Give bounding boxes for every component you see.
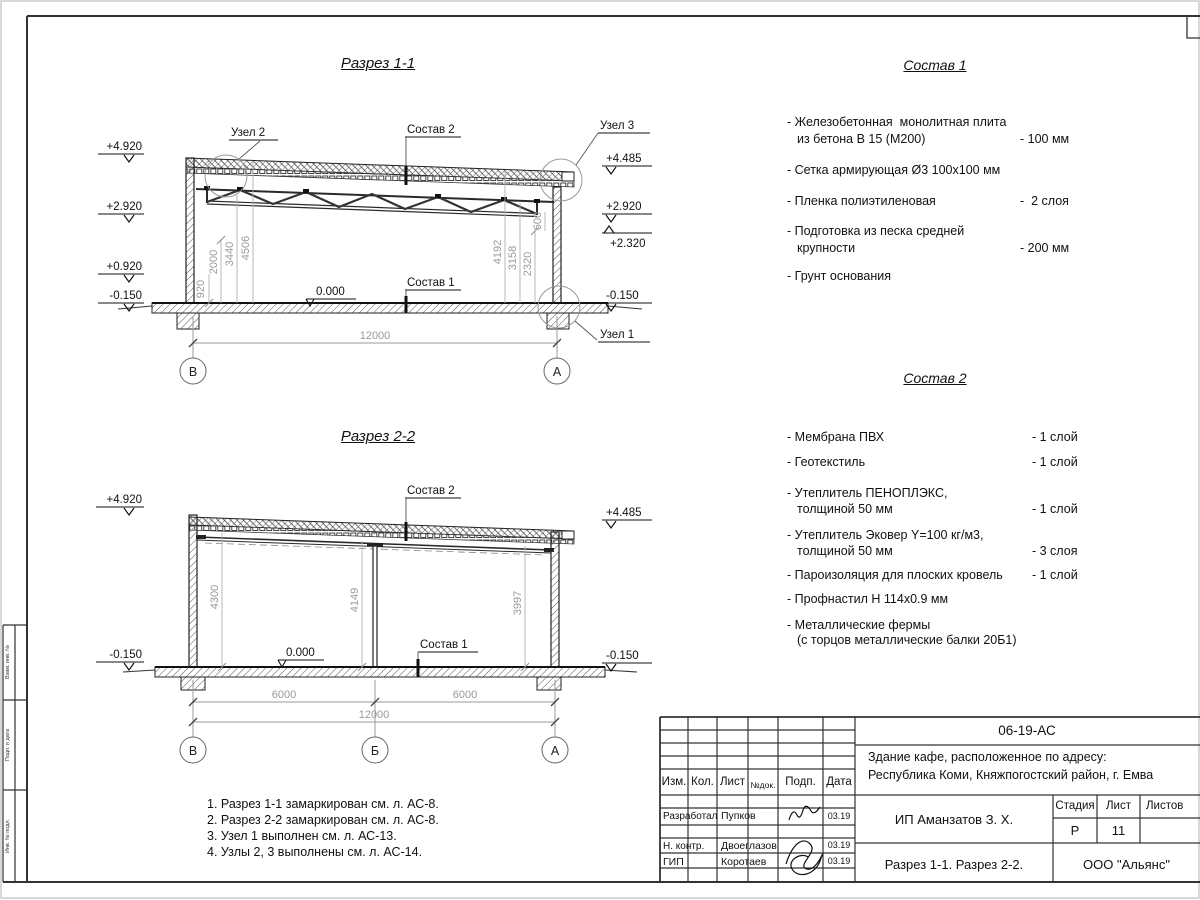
floor-slab bbox=[152, 303, 608, 313]
grade-line bbox=[123, 670, 155, 672]
list-item: - Сетка армирующая Ø3 100x100 мм bbox=[787, 163, 1001, 177]
list-item: - Мембрана ПВХ bbox=[787, 430, 885, 444]
list-item: толщиной 50 мм bbox=[797, 502, 893, 516]
dim-text: 2000 bbox=[208, 249, 220, 275]
elevation-marks-right bbox=[602, 153, 652, 311]
stage-label: Стадия bbox=[1055, 800, 1095, 812]
sheet-title: Разрез 1-1. Разрез 2-2. bbox=[884, 857, 1024, 872]
side-stamp-label: Взам. инв. № bbox=[5, 644, 11, 680]
sheet-value: 11 bbox=[1111, 823, 1126, 838]
elevation-text: +2.920 bbox=[606, 201, 642, 213]
roof-edge-cap bbox=[562, 531, 574, 539]
list-item: (с торцов металлические балки 20Б1) bbox=[797, 633, 1017, 647]
dim-text-total: 12000 bbox=[358, 709, 390, 721]
column-axis-b bbox=[373, 546, 377, 667]
list-item-value: - 2 слоя bbox=[1020, 194, 1069, 208]
elevation-text: +4.920 bbox=[106, 494, 142, 506]
list-item-value: - 1 слой bbox=[1032, 568, 1078, 582]
section-2-2-drawing bbox=[96, 485, 652, 763]
dim-text: 4506 bbox=[240, 235, 252, 261]
section-1-1-title: Разрез 1-1 bbox=[340, 55, 416, 72]
list-item-value: - 1 слой bbox=[1032, 455, 1078, 469]
callout-uzel3: Узел 3 bbox=[600, 120, 635, 132]
axis-letter: Б bbox=[370, 744, 380, 758]
row-name: Коротаев bbox=[721, 856, 767, 868]
callout-sostav1: Состав 1 bbox=[420, 639, 468, 651]
project-name-line1: Здание кафе, расположенное по адресу: bbox=[868, 750, 1107, 764]
elevation-text: +0.920 bbox=[106, 261, 142, 273]
dim-text-span: 6000 bbox=[452, 689, 478, 701]
col-header-izm: Изм. bbox=[661, 776, 687, 788]
grade-line bbox=[118, 306, 152, 309]
axis-letter: В bbox=[188, 744, 198, 758]
elevation-marks-left bbox=[98, 141, 144, 311]
zero-level-text: 0.000 bbox=[286, 647, 315, 659]
row-role: ГИП bbox=[663, 856, 684, 868]
dim-text: 3158 bbox=[507, 245, 519, 271]
elevation-text: -0.150 bbox=[606, 290, 639, 302]
zero-level-text: 0.000 bbox=[316, 286, 345, 298]
elevation-text: +2.920 bbox=[106, 201, 142, 213]
callout-uzel2: Узел 2 bbox=[231, 127, 266, 139]
elevation-text: +4.485 bbox=[606, 507, 642, 519]
column-axis-v bbox=[186, 158, 194, 303]
dim-text-span: 6000 bbox=[271, 689, 297, 701]
dim-text: 3440 bbox=[224, 241, 236, 267]
list-item: толщиной 50 мм bbox=[797, 544, 893, 558]
roof-edge-cap bbox=[562, 172, 574, 181]
corner-doc-box bbox=[1187, 16, 1200, 38]
elevation-text: -0.150 bbox=[109, 649, 142, 661]
list-item: - Профнастил Н 114x0.9 мм bbox=[787, 592, 949, 606]
stage-value: Р bbox=[1070, 823, 1080, 838]
callout-sostav1: Состав 1 bbox=[407, 277, 455, 289]
row-role: Разработал bbox=[663, 811, 718, 822]
column-axis-a bbox=[551, 532, 559, 667]
list-item: - Подготовка из песка средней bbox=[787, 224, 965, 238]
inner-dim-lines-right bbox=[505, 171, 545, 303]
foundation-block bbox=[537, 677, 561, 690]
elevation-text: +4.920 bbox=[106, 141, 142, 153]
foundation-block bbox=[177, 313, 199, 329]
col-header-podp: Подп. bbox=[785, 776, 816, 788]
elevation-text: +4.485 bbox=[606, 153, 642, 165]
col-header-ndok: №док. bbox=[750, 780, 776, 790]
col-header-data: Дата bbox=[826, 776, 852, 788]
dim-text: 4149 bbox=[349, 587, 361, 613]
dim-text: 2320 bbox=[522, 251, 534, 277]
list-item: из бетона В 15 (М200) bbox=[797, 132, 926, 146]
axis-letter: А bbox=[552, 365, 562, 379]
list-item-value: - 1 слой bbox=[1032, 430, 1078, 444]
sostav-2-title: Состав 2 bbox=[903, 370, 967, 386]
dim-text: 920 bbox=[195, 279, 207, 299]
row-date: 03.19 bbox=[827, 811, 851, 821]
row-name: Двоеглазов bbox=[721, 840, 777, 852]
list-item: - Пленка полиэтиленовая bbox=[787, 194, 936, 208]
client-name: ИП Аманзатов З. Х. bbox=[894, 812, 1014, 827]
section-2-2-title: Разрез 2-2 bbox=[340, 428, 416, 445]
callouts-section-2 bbox=[278, 485, 478, 677]
side-stamp-label: Подп. и дата bbox=[5, 728, 11, 762]
col-header-kol: Кол. bbox=[691, 776, 714, 788]
list-item: - Утеплитель ПЕНОПЛЭКС, bbox=[787, 486, 948, 500]
dim-text: 4192 bbox=[492, 239, 504, 265]
row-role: Н. контр. bbox=[663, 841, 705, 852]
list-item-value: - 200 мм bbox=[1020, 241, 1070, 255]
row-date: 03.19 bbox=[827, 856, 851, 866]
list-item-value: - 3 слоя bbox=[1032, 544, 1078, 558]
note-line: 3. Узел 1 выполнен см. л. АС-13. bbox=[207, 829, 397, 843]
note-line: 1. Разрез 1-1 замаркирован см. л. АС-8. bbox=[207, 797, 439, 811]
list-item: - Геотекстиль bbox=[787, 455, 866, 469]
list-item: - Металлические фермы bbox=[787, 618, 931, 632]
list-item-value: - 100 мм bbox=[1020, 132, 1070, 146]
axis-letter: В bbox=[188, 365, 198, 379]
signature-gip bbox=[786, 841, 822, 875]
list-item: - Железобетонная монолитная плита bbox=[787, 115, 1007, 129]
truss-bottom-chord bbox=[207, 201, 537, 214]
col-header-list: Лист bbox=[720, 776, 745, 788]
callout-sostav2: Состав 2 bbox=[407, 485, 455, 497]
list-item: крупности bbox=[797, 241, 856, 255]
dim-text: 4300 bbox=[209, 584, 221, 610]
column-axis-v bbox=[189, 515, 197, 667]
elevation-text: -0.150 bbox=[109, 290, 142, 302]
dim-text-total: 12000 bbox=[359, 330, 391, 342]
doc-number: 06-19-АС bbox=[998, 723, 1056, 738]
sheets-label: Листов bbox=[1146, 800, 1184, 812]
list-item-value: - 1 слой bbox=[1032, 502, 1078, 516]
list-item: - Грунт основания bbox=[787, 269, 892, 283]
axis-letter: А bbox=[550, 744, 560, 758]
note-line: 4. Узлы 2, 3 выполнены см. л. АС-14. bbox=[207, 845, 423, 859]
dim-text: 600 bbox=[532, 211, 544, 231]
callout-uzel1: Узел 1 bbox=[600, 329, 635, 341]
side-stamp-label: Инв. № подл. bbox=[5, 818, 11, 854]
elevation-text: +2.320 bbox=[610, 238, 646, 250]
dim-text: 3997 bbox=[512, 590, 524, 616]
row-name: Пупков bbox=[721, 810, 756, 822]
callout-sostav2: Состав 2 bbox=[407, 124, 455, 136]
elevation-text: -0.150 bbox=[606, 650, 639, 662]
section-1-1-drawing bbox=[98, 120, 652, 384]
note-line: 2. Разрез 2-2 замаркирован см. л. АС-8. bbox=[207, 813, 439, 827]
sostav-1-title: Состав 1 bbox=[903, 57, 967, 73]
project-name-line2: Республика Коми, Княжпогостский район, г. Емва bbox=[868, 768, 1154, 782]
organization-name: ООО "Альянс" bbox=[1083, 857, 1170, 872]
list-item: - Утеплитель Эковер Y=100 кг/м3, bbox=[787, 528, 984, 542]
floor-slab bbox=[155, 667, 605, 677]
row-date: 03.19 bbox=[827, 840, 851, 850]
list-item: - Пароизоляция для плоских кровель bbox=[787, 568, 1003, 582]
sheet-label: Лист bbox=[1106, 800, 1131, 812]
